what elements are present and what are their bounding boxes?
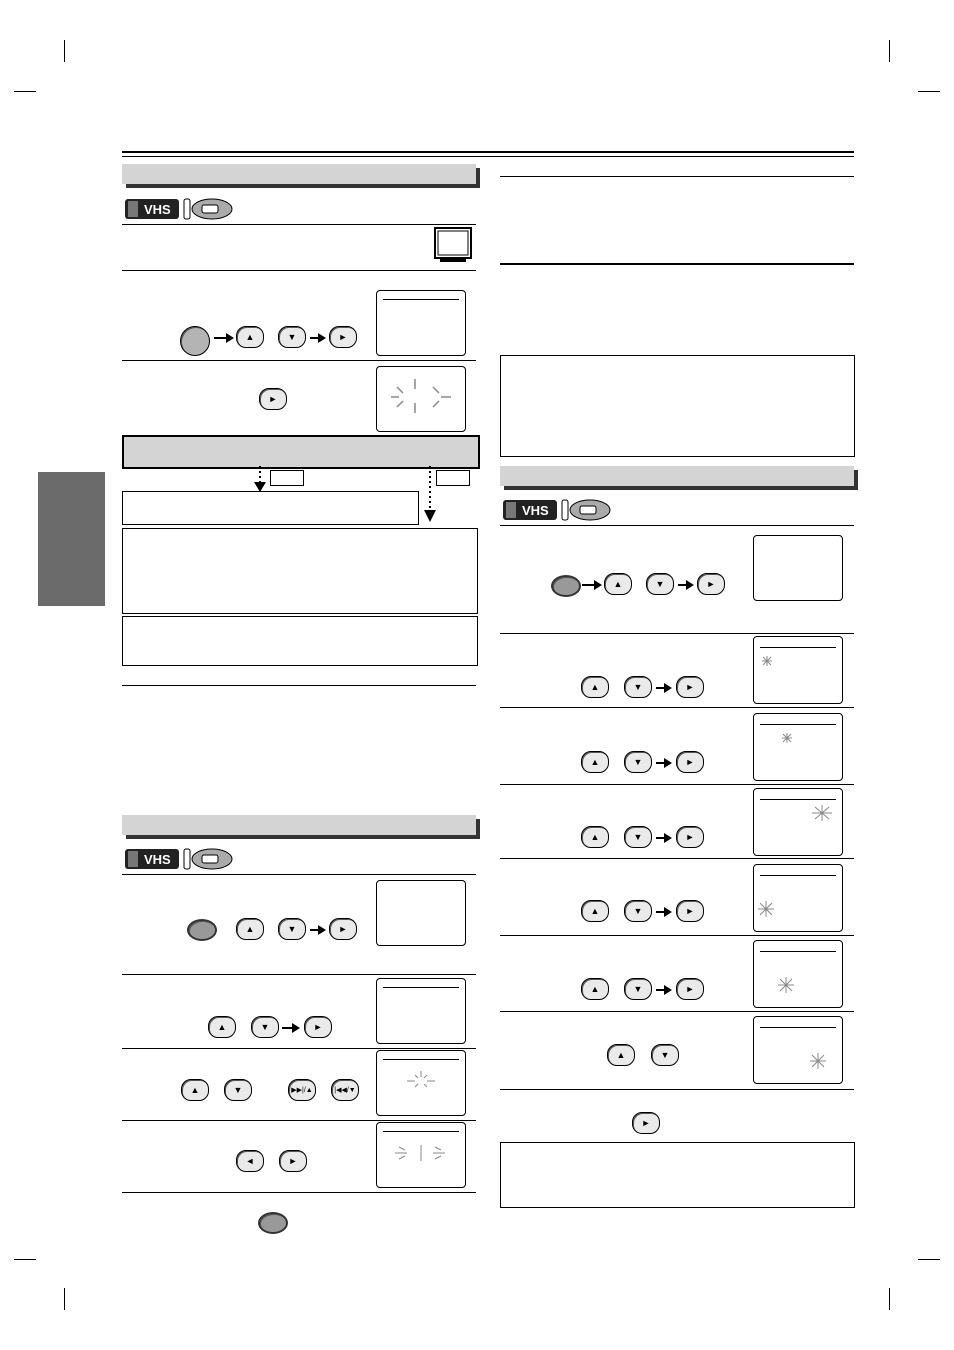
skip-forward-button[interactable]: ▶▶|/▲ <box>288 1079 316 1101</box>
down-button[interactable]: ▼ <box>624 900 652 922</box>
divider <box>500 525 854 526</box>
up-button[interactable]: ▲ <box>208 1016 236 1038</box>
text-box <box>122 528 478 614</box>
divider <box>122 1120 476 1121</box>
up-button[interactable]: ▲ <box>181 1079 209 1101</box>
divider <box>500 263 854 265</box>
down-button[interactable]: ▼ <box>624 751 652 773</box>
down-button[interactable]: ▼ <box>278 918 306 940</box>
up-button[interactable]: ▲ <box>581 751 609 773</box>
divider <box>500 707 854 708</box>
arrow <box>656 837 670 839</box>
down-button[interactable]: ▼ <box>651 1044 679 1066</box>
sparkle-icon <box>377 367 465 431</box>
text-box <box>122 491 419 525</box>
up-button[interactable]: ▲ <box>581 676 609 698</box>
arrow <box>214 337 232 339</box>
crop-mark <box>889 40 890 62</box>
osd-screen <box>753 713 843 781</box>
dotted-arrow <box>252 466 268 494</box>
vhs-label: VHS <box>144 202 171 217</box>
right-button[interactable]: ► <box>329 918 357 940</box>
divider <box>500 935 854 936</box>
osd-screen <box>376 880 466 946</box>
osd-screen <box>753 1016 843 1084</box>
sparkle-icon <box>377 1051 465 1115</box>
vhs-badge <box>124 196 234 222</box>
info-bar <box>122 435 480 469</box>
setup-button[interactable] <box>551 575 581 597</box>
right-button[interactable]: ► <box>697 573 725 595</box>
right-button[interactable]: ► <box>676 751 704 773</box>
section-header-band <box>122 815 476 835</box>
right-button[interactable]: ► <box>676 826 704 848</box>
osd-screen <box>753 535 843 601</box>
arrow <box>282 1027 298 1029</box>
osd-screen <box>753 864 843 932</box>
crop-mark <box>14 1259 36 1260</box>
right-button[interactable]: ► <box>632 1112 660 1134</box>
right-button[interactable]: ► <box>676 900 704 922</box>
divider <box>122 685 476 686</box>
skip-back-button[interactable]: |◀◀/▼ <box>331 1079 359 1101</box>
setup-button[interactable] <box>258 1212 288 1234</box>
divider <box>500 784 854 785</box>
header-rule <box>122 156 854 157</box>
divider <box>122 270 476 271</box>
right-button[interactable]: ► <box>304 1016 332 1038</box>
section-header-band <box>122 164 476 184</box>
sparkle-icon <box>377 1123 465 1187</box>
tv-icon <box>434 226 474 264</box>
osd-screen <box>376 978 466 1044</box>
crop-mark <box>889 1288 890 1310</box>
down-button[interactable]: ▼ <box>624 676 652 698</box>
header-rule <box>122 151 854 153</box>
setup-button[interactable] <box>187 919 217 941</box>
arrow <box>656 687 670 689</box>
text-box <box>122 616 478 666</box>
divider <box>122 1048 476 1049</box>
down-button[interactable]: ▼ <box>624 978 652 1000</box>
vhs-cassette-icon <box>124 196 236 222</box>
vhs-label: VHS <box>522 503 549 518</box>
up-button[interactable]: ▲ <box>236 326 264 348</box>
vhs-badge <box>124 846 234 872</box>
divider <box>122 224 476 225</box>
osd-screen <box>376 290 466 356</box>
section-header-band <box>500 466 854 486</box>
note-box <box>500 355 855 457</box>
osd-screen <box>753 940 843 1008</box>
divider <box>122 360 476 361</box>
arrow <box>656 989 670 991</box>
crop-mark <box>918 1259 940 1260</box>
arrow <box>656 911 670 913</box>
vhs-cassette-icon <box>502 497 614 523</box>
up-button[interactable]: ▲ <box>607 1044 635 1066</box>
up-button[interactable]: ▲ <box>604 573 632 595</box>
osd-screen <box>376 366 466 432</box>
tag-box <box>270 470 304 486</box>
tag-box <box>436 470 470 486</box>
up-button[interactable]: ▲ <box>236 918 264 940</box>
arrow <box>678 584 692 586</box>
osd-screen <box>753 788 843 856</box>
up-button[interactable]: ▲ <box>581 900 609 922</box>
note-box <box>500 1142 855 1208</box>
divider <box>500 1011 854 1012</box>
vhs-cassette-icon <box>124 846 236 872</box>
arrow <box>310 929 324 931</box>
arrow <box>656 762 670 764</box>
divider <box>122 874 476 875</box>
right-button[interactable]: ► <box>676 978 704 1000</box>
crop-mark <box>14 91 36 92</box>
down-button[interactable]: ▼ <box>646 573 674 595</box>
crop-mark <box>918 91 940 92</box>
right-button[interactable]: ► <box>259 388 287 410</box>
divider <box>500 633 854 634</box>
divider <box>122 974 476 975</box>
divider <box>500 1089 854 1090</box>
arrow <box>310 337 324 339</box>
vhs-label: VHS <box>144 852 171 867</box>
arrow <box>582 584 600 586</box>
right-button[interactable]: ► <box>279 1150 307 1172</box>
up-button[interactable]: ▲ <box>581 826 609 848</box>
down-button[interactable]: ▼ <box>251 1016 279 1038</box>
osd-screen <box>376 1050 466 1116</box>
left-button[interactable]: ◄ <box>236 1150 264 1172</box>
crop-mark <box>64 1288 65 1310</box>
down-button[interactable]: ▼ <box>278 326 306 348</box>
crop-mark <box>64 40 65 62</box>
osd-screen <box>753 636 843 704</box>
osd-screen <box>376 1122 466 1188</box>
menu-button[interactable] <box>180 326 210 356</box>
up-button[interactable]: ▲ <box>581 978 609 1000</box>
divider <box>500 176 854 177</box>
divider <box>122 1192 476 1193</box>
down-button[interactable]: ▼ <box>224 1079 252 1101</box>
right-button[interactable]: ► <box>329 326 357 348</box>
right-button[interactable]: ► <box>676 676 704 698</box>
down-button[interactable]: ▼ <box>624 826 652 848</box>
divider <box>500 858 854 859</box>
vhs-badge <box>502 497 612 523</box>
side-tab <box>38 472 105 606</box>
